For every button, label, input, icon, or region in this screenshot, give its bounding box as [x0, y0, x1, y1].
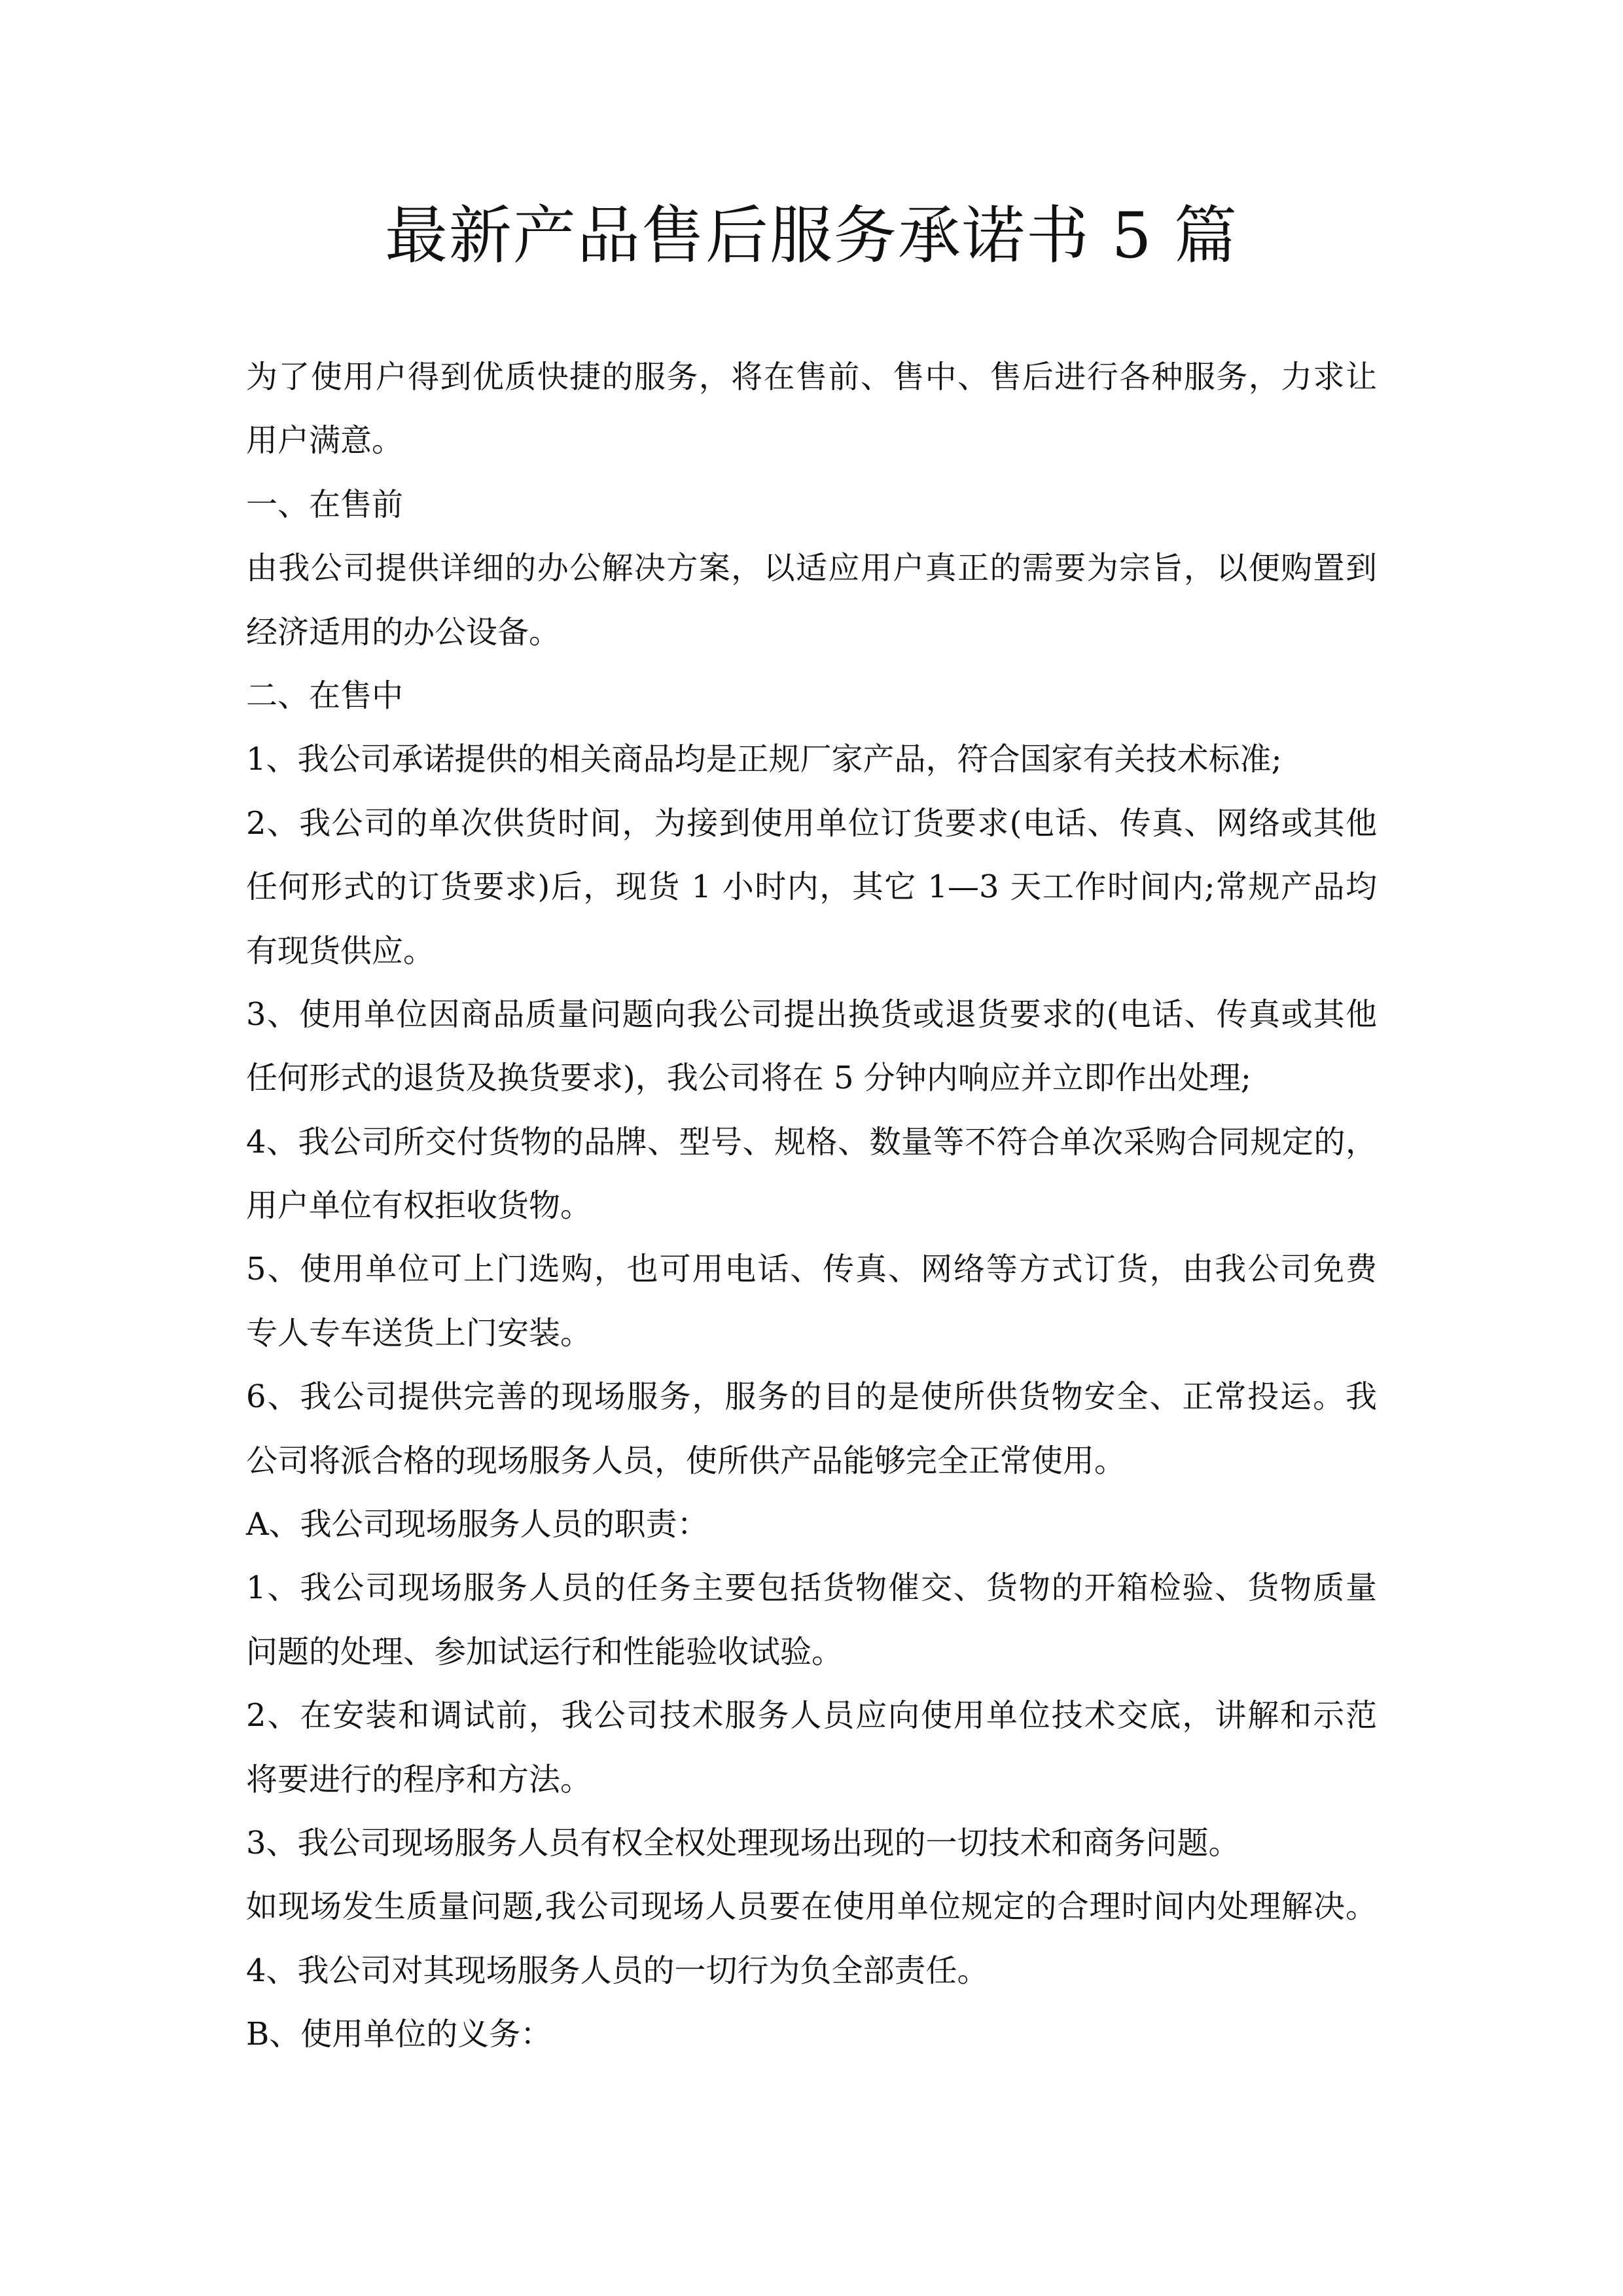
text-line: 为了使用户得到优质快捷的服务，将在售前、售中、售后进行各种服务，力求让 — [246, 359, 1377, 395]
text-line: 经济适用的办公设备。 — [246, 613, 561, 651]
text-line: 任何形式的订货要求)后，现货 1 小时内，其它 1—3 天工作时间内;常规产品均 — [246, 869, 1377, 906]
text-line: 专人专车送货上门安装。 — [246, 1314, 592, 1352]
text-line: 由我公司提供详细的办公解决方案，以适应用户真正的需要为宗旨，以便购置到 — [246, 550, 1377, 587]
text-line: 2、在安装和调试前，我公司技术服务人员应向使用单位技术交底，讲解和示范 — [246, 1697, 1377, 1734]
text-line: 3、使用单位因商品质量问题向我公司提出换货或退货要求的(电话、传真或其他 — [246, 996, 1377, 1033]
section-heading: B、使用单位的义务： — [246, 2016, 552, 2053]
text-line: 如现场发生质量问题,我公司现场人员要在使用单位规定的合理时间内处理解决。 — [246, 1888, 1377, 1926]
text-line: 任何形式的退货及换货要求)，我公司将在 5 分钟内响应并立即作出处理; — [246, 1060, 1251, 1097]
document-title: 最新产品售后服务承诺书 5 篇 — [384, 199, 1239, 272]
text-line: 6、我公司提供完善的现场服务，服务的目的是使所供货物安全、正常投运。我 — [246, 1378, 1377, 1416]
section-heading: 二、在售中 — [246, 677, 404, 714]
section-heading: A、我公司现场服务人员的职责： — [246, 1506, 709, 1543]
text-line: 2、我公司的单次供货时间，为接到使用单位订货要求(电话、传真、网络或其他 — [246, 804, 1377, 842]
text-line: 4、我公司对其现场服务人员的一切行为负全部责任。 — [246, 1952, 989, 1989]
text-line: 问题的处理、参加试运行和性能验收试验。 — [246, 1633, 844, 1670]
text-line: 有现货供应。 — [246, 932, 435, 969]
text-line: 1、我公司承诺提供的相关商品均是正规厂家产品，符合国家有关技术标准; — [246, 741, 1282, 778]
text-line: 用户单位有权拒收货物。 — [246, 1187, 592, 1225]
text-line: 公司将派合格的现场服务人员，使所供产品能够完全正常使用。 — [246, 1442, 1126, 1479]
text-line: 3、我公司现场服务人员有权全权处理现场出现的一切技术和商务问题。 — [246, 1824, 1240, 1861]
text-line: 将要进行的程序和方法。 — [246, 1761, 592, 1798]
section-heading: 一、在售前 — [246, 486, 404, 523]
text-line: 5、使用单位可上门选购，也可用电话、传真、网络等方式订货，由我公司免费 — [246, 1251, 1377, 1288]
text-line: 用户满意。 — [246, 422, 404, 459]
text-line: 4、我公司所交付货物的品牌、型号、规格、数量等不符合单次采购合同规定的， — [246, 1123, 1377, 1160]
text-line: 1、我公司现场服务人员的任务主要包括货物催交、货物的开箱检验、货物质量 — [246, 1570, 1377, 1607]
document-body — [246, 346, 1377, 2067]
